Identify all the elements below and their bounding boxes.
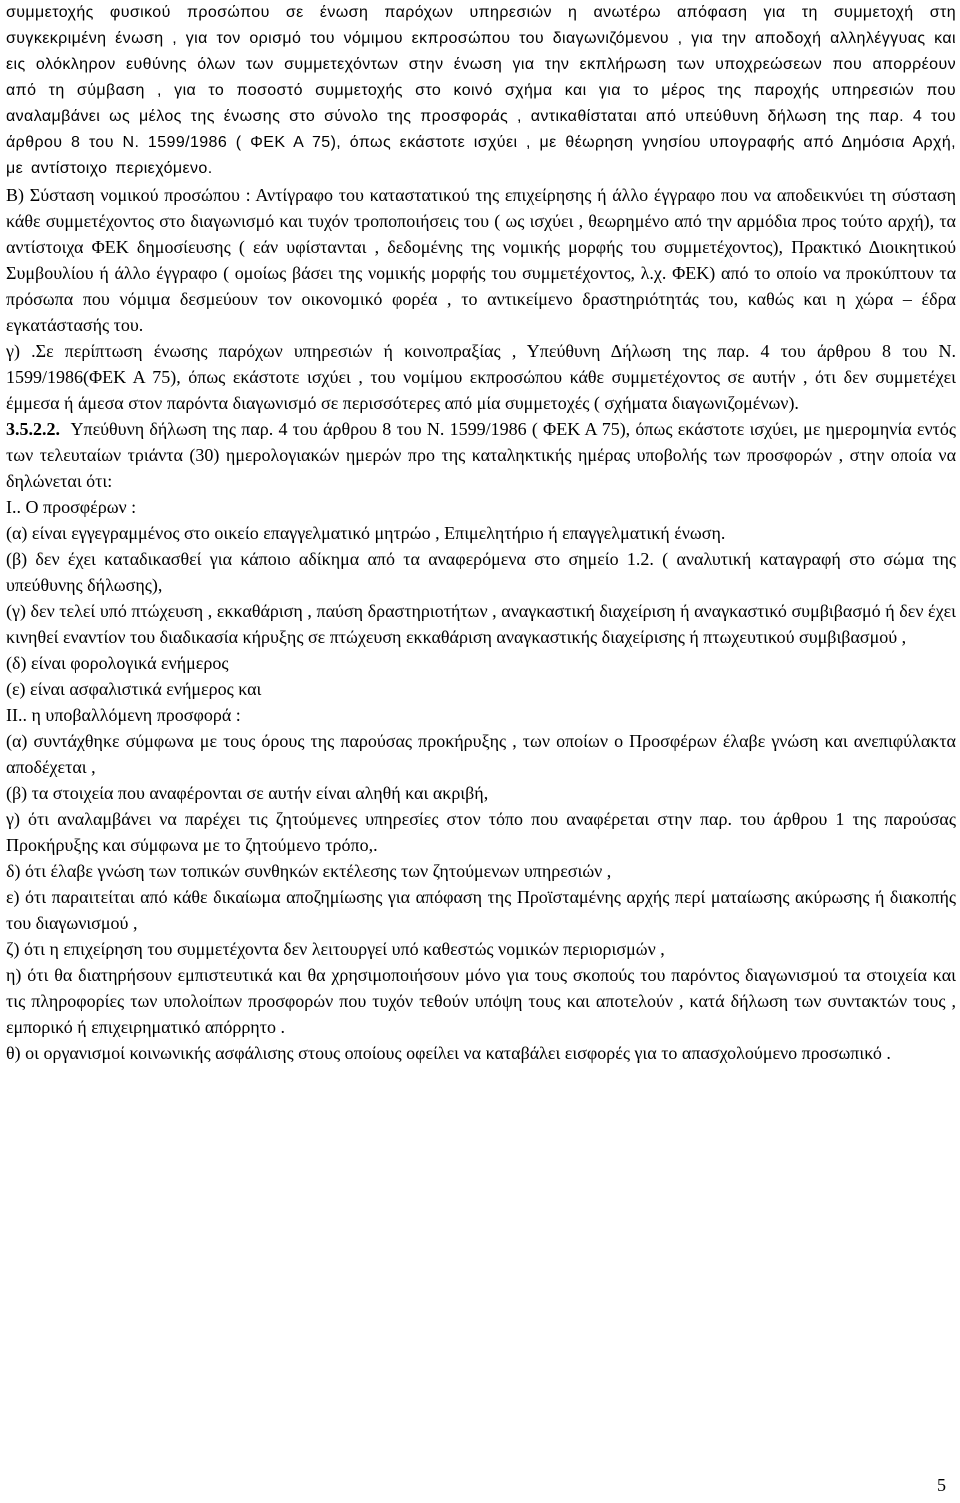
part-ii-item: (β) τα στοιχεία που αναφέρονται σε αυτήν είναι αληθή και ακριβή, [6,783,489,803]
part-ii-item: η) ότι θα διατηρήσουν εμπιστευτικά και θα χρησιμοποιήσουν μόνο για τους σκοπούς του παρόντος διαγωνισμού τα στοιχεία και τις πληροφορίες των υπολοίπων προσφορών που τυχόν τεθούν υπόψη τους και αποτελούν , κατά δήλωση των συντακτών τους , εμπορικό ή επιχειρηματικό απόρρητο . [6,965,956,1037]
part-ii-item: θ) οι οργανισμοί κοινωνικής ασφάλισης στους οποίους οφείλει να καταβάλει εισφορές για το απασχολούμενο προσωπικό . [6,1043,891,1063]
part-ii-item: (α) συντάχθηκε σύμφωνα με τους όρους της παρούσας προκήρυξης , των οποίων ο Προσφέρων έλαβε γνώση και ανεπιφύλακτα αποδέχεται , [6,731,956,777]
part-i-item: (β) δεν έχει καταδικασθεί για κάποιο αδίκημα από τα αναφερόμενα στο σημείο 1.2. ( αναλυτική καταγραφή στο σώμα της υπεύθυνης δήλωσης), [6,549,956,595]
part-ii-item: δ) ότι έλαβε γνώση των τοπικών συνθηκών εκτέλεσης των ζητούμενων υπηρεσιών , [6,861,612,881]
part-ii-item: ε) ότι παραιτείται από κάθε δικαίωμα αποζημίωσης για απόφαση της Προϊσταμένης αρχής περί ματαίωσης ακύρωσης ή διακοπής του διαγωνισμού , [6,887,956,933]
section-c-paragraph: γ) .Σε περίπτωση ένωσης παρόχων υπηρεσιών ή κοινοπραξίας , Υπεύθυνη Δήλωση της παρ. 4 του άρθρου 8 του Ν. 1599/1986(ΦΕΚ Α 75), όπως εκάστοτε ισχύει , του νομίμου εκπροσώπου κάθε συμμετέχοντος σε αυτήν , ότι δεν συμμετέχει έμμεσα ή άμεσα στον παρόντα διαγωνισμό σε περισσότερες από μία συμμετοχές ( σχήματα διαγωνιζομένων). [6,341,956,413]
part-i-item: (γ) δεν τελεί υπό πτώχευση , εκκαθάριση , παύση δραστηριοτήτων , αναγκαστική διαχείριση ή αναγκαστικό συμβιβασμό ή δεν έχει κινηθεί εναντίον του διαδικασία κήρυξης σε πτώχευση εκκαθάριση αναγκαστικής διαχείρισης ή πτωχευτικού συμβιβασμού , [6,601,956,647]
intro-paragraph: συμμετοχής φυσικού προσώπου σε ένωση παρόχων υπηρεσιών η ανωτέρω απόφαση για τη συμμετοχή στη συγκεκριμένη ένωση , για τον ορισμό του νόμιμου εκπροσώπου του διαγωνιζόμενου , για την αποδοχή αλληλέγγυας και εις ολόκληρον ευθύνης όλων των συμμετεχόντων στην ένωση για την εκπλήρωση των υποχρεώσεων που απορρέουν από τη σύμβαση , για το ποσοστό συμμετοχής στο κοινό σχήμα και για το μέρος της παροχής υπηρεσιών που αναλαμβάνει ως μέλος της ένωσης στο σύνολο της προσφοράς , αντικαθίσταται από υπεύθυνη δήλωση της παρ. 4 του άρθρου 8 του Ν. 1599/1986 ( ΦΕΚ Α 75), όπως εκάστοτε ισχύει , με θέωρηση γνησίου υπογραφής από Δημόσια Αρχή, με αντίστοιχο περιεχόμενο. [6,4,956,177]
document-page [6,0,956,1503]
section-b-paragraph: Β) Σύσταση νομικού προσώπου : Αντίγραφο του καταστατικού της επιχείρησης ή άλλο έγγραφο που να αποδεικνύει τη σύσταση κάθε συμμετέχοντος στο διαγωνισμό και τυχόν τροποποιήσεις του ( ως ισχύει , θεωρημένο από την αρμόδια προς τούτο αρχή), τα αντίστοιχα ΦΕΚ δημοσίευσης ( εάν υφίστανται , δεδομένης της νομικής μορφής του συμμετέχοντος), Πρακτικό Διοικητικού Συμβουλίου ή άλλο έγγραφο ( ομοίως βάσει της νομικής μορφής του συμμετέχοντος, λ.χ. ΦΕΚ) από το οποίο να προκύπτουν τα πρόσωπα που νόμιμα δεσμεύουν τον οικονομικό φορέα , το αντικείμενο δραστηριότητάς του, καθώς και η χώρα – έδρα εγκατάστασής του. [6,185,956,335]
section-3522-text: Υπεύθυνη δήλωση της παρ. 4 του άρθρου 8 του Ν. 1599/1986 ( ΦΕΚ Α 75), όπως εκάστοτε ισχύει, με ημερομηνία εντός των τελευταίων τριάντα (30) ημερολογιακών ημερών προ της καταληκτικής ημέρας υποβολής των προσφορών , στην οποία να δηλώνεται ότι: [6,419,956,491]
part-ii-item: γ) ότι αναλαμβάνει να παρέχει τις ζητούμενες υπηρεσίες στον τόπο που αναφέρεται στην παρ. του άρθρου 1 της παρούσας Προκήρυξης και σύμφωνα με το ζητούμενο τρόπο,. [6,809,956,855]
part-i-heading: Ι.. Ο προσφέρων : [6,497,137,517]
page-number: 5 [937,1475,946,1495]
section-3522-paragraph [6,416,956,494]
part-i-item: (δ) είναι φορολογικά ενήμερος [6,653,229,673]
part-ii-item: ζ) ότι η επιχείρηση του συμμετέχοντα δεν λειτουργεί υπό καθεστώς νομικών περιορισμών , [6,939,665,959]
part-i-item: (α) είναι εγγεγραμμένος στο οικείο επαγγελματικό μητρώο , Επιμελητήριο ή επαγγελματική ένωση. [6,523,726,543]
part-i-item: (ε) είναι ασφαλιστικά ενήμερος και [6,679,262,699]
part-ii-heading: ΙΙ.. η υποβαλλόμενη προσφορά : [6,705,241,725]
section-number: 3.5.2.2. [6,419,60,439]
